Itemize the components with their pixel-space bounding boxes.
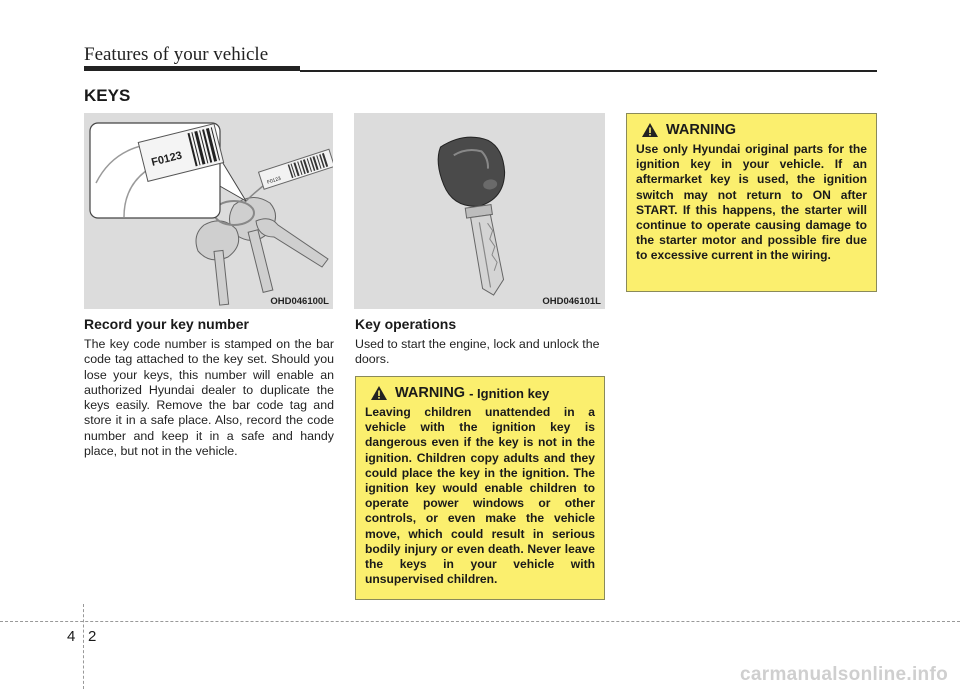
warning-parts-box <box>626 113 877 292</box>
header-rule-thin <box>300 70 877 72</box>
record-heading: Record your key number <box>84 316 249 332</box>
page-number: 2 <box>88 628 97 645</box>
warning-parts-title: WARNING <box>666 122 737 138</box>
key-illustration <box>354 113 605 309</box>
tag-code-small: F0123 <box>266 175 282 186</box>
header-rule-thick <box>84 66 300 71</box>
warning-ignition-box <box>355 376 605 600</box>
warning-parts-body: Use only Hyundai original parts for the ignition key in your vehicle. If an aftermarket key is used, the ignition switch may not return to ON after START. If this happens, the starter will continue to operate causing damage to the starter motor and possible fire due to excessive current in the wiring. <box>636 142 867 263</box>
warning-ignition-title: WARNING <box>395 385 466 401</box>
chapter-number: 4 <box>67 628 76 645</box>
warning-triangle-icon <box>641 122 659 138</box>
warning-ignition-subtitle: - Ignition key <box>469 385 550 401</box>
warning-parts-header <box>641 122 867 138</box>
image-code-2: OHD046101L <box>542 296 601 307</box>
warning-triangle-icon <box>370 385 388 401</box>
operations-body: Used to start the engine, lock and unlock the doors. <box>355 337 600 367</box>
key-drawing <box>354 113 605 309</box>
warning-ignition-header <box>370 385 595 401</box>
header-title: Features of your vehicle <box>84 44 269 65</box>
footer-divider <box>83 604 84 689</box>
footer-rule <box>0 621 960 622</box>
section-title: KEYS <box>84 86 131 105</box>
operations-heading: Key operations <box>355 316 457 332</box>
image-code-1: OHD046100L <box>270 296 329 307</box>
keys-with-tag-drawing <box>84 113 333 309</box>
watermark: carmanualsonline.info <box>740 664 948 685</box>
inset-tag-code: F0123 <box>150 149 184 169</box>
key-tag-illustration <box>84 113 333 309</box>
warning-ignition-body: Leaving children unattended in a vehicle with the ignition key is dangerous even if the key is not in the ignition. Children copy adults and they could place the key in the ignition. The ignition key would enable children to operate power windows or other controls, or even make the vehicle move, which could result in serious bodily injury or even death. Never leave the keys in your vehicle with unsupervised children. <box>365 405 595 587</box>
record-body: The key code number is stamped on the bar code tag attached to the key set. Should you lose your keys, this number will enable an authorized Hyundai dealer to duplicate the keys easily. Remove the bar code tag and store it in a safe place. Also, record the code number and keep it in a safe and handy place, but not in the vehicle. <box>84 337 334 459</box>
